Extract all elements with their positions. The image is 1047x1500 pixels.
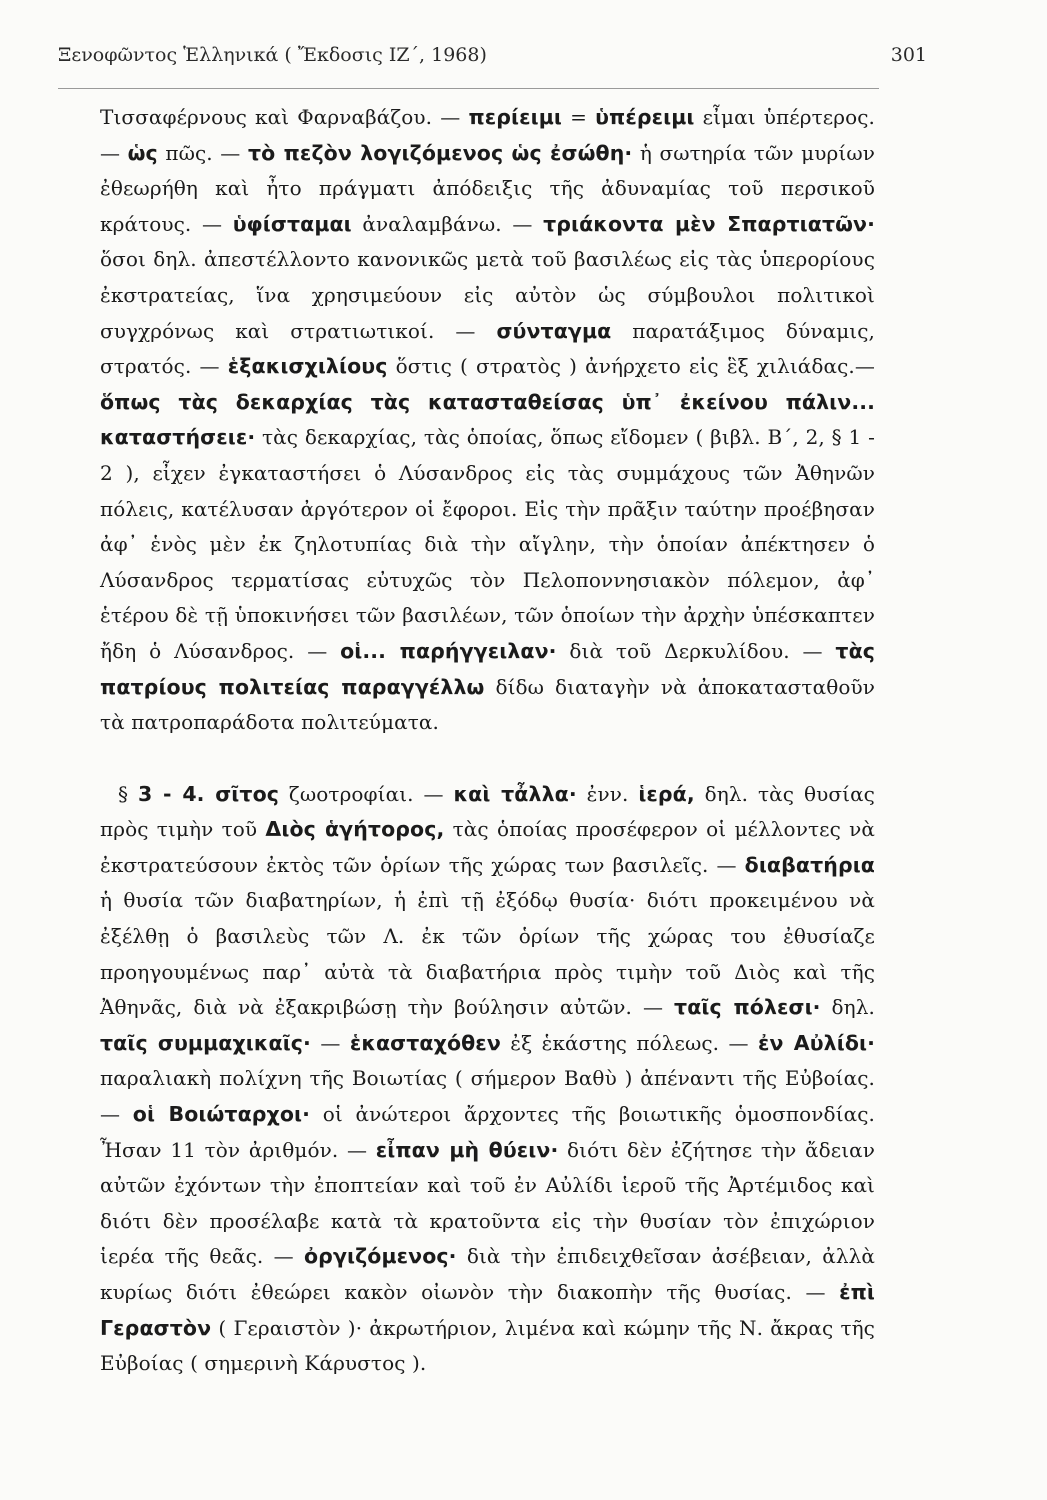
lemma-headword: ἐπὶ Γεραστὸν: [100, 1280, 875, 1340]
gloss-text: ἐξ ἑκάστης πόλεως. —: [500, 1030, 759, 1055]
gloss-text: δηλ.: [820, 995, 875, 1020]
paragraph-2: [100, 777, 875, 1382]
lemma-headword: ἑκασταχόθεν: [349, 1030, 501, 1055]
page-number: 301: [890, 44, 927, 66]
gloss-text: τὰς ὁποίας προσέφερον οἱ μέλλοντες νὰ ἐκστρατεύσουν ἐκτὸς τῶν ὁρίων τῆς χώρας των βασιλεῖς. —: [100, 817, 875, 877]
gloss-text: ἡ σωτηρία τῶν μυρίων ἐθεωρήθη καὶ ἦτο πράγματι ἀπόδειξις τῆς ἀδυναμίας τοῦ περσικοῦ κράτους. —: [100, 140, 875, 236]
lemma-headword: τὸ πεζὸν λογιζόμενος ὡς ἐσώθη·: [247, 140, 633, 165]
commentary-body: [100, 100, 875, 1382]
paragraph-1: [100, 100, 875, 741]
lemma-headword: εἶπαν μὴ θύειν·: [375, 1137, 559, 1162]
lemma-headword: τριάκοντα μὲν Σπαρτιατῶν·: [543, 211, 875, 236]
lemma-headword: ὡς: [127, 140, 158, 165]
lemma-headword: διαβατήρια: [744, 852, 875, 877]
lemma-headword: οἱ Βοιώταρχοι·: [132, 1102, 311, 1127]
gloss-text: οἱ ἀνώτεροι ἄρχοντες τῆς βοιωτικῆς ὁμοσπονδίας. Ἦσαν 11 τὸν ἀριθμόν. —: [100, 1102, 876, 1162]
lemma-headword: τὰς πατρίους πολιτείας παραγγέλλω: [100, 638, 876, 699]
running-title: Ξενοφῶντος Ἑλληνικά ( Ἔκδοσις ΙΖ΄, 1968): [58, 44, 487, 66]
lemma-headword: ὅπως τὰς δεκαρχίας τὰς κατασταθείσας ὑπ᾽ ἐκείνου πάλιν... καταστήσειε·: [100, 389, 875, 450]
gloss-text: εἶμαι ὑπέρτερος. —: [100, 105, 875, 165]
lemma-headword: 3 - 4. σῖτος: [138, 781, 280, 806]
lemma-headword: περίειμι: [468, 105, 563, 129]
lemma-headword: ἱερά,: [638, 781, 695, 806]
gloss-text: ἡ θυσία τῶν διαβατηρίων, ἡ ἐπὶ τῇ ἐξόδῳ θυσία· διότι προκειμένου νὰ ἐξέλθῃ ὁ βασιλεὺς τῶν Λ. ἐκ τῶν ὁρίων τῆς χώρας του ἐθυσίαζε προηγουμένως παρ᾽ αὐτὰ τὰ διαβατήρια πρὸς τιμὴν τοῦ Διὸς καὶ τῆς Ἀθηνᾶς, διὰ νὰ ἐξακριβώσῃ τὴν βούλησιν αὐτῶν. —: [100, 888, 875, 1020]
lemma-headword: Διὸς ἁγήτορος,: [265, 817, 445, 842]
gloss-text: ζωοτροφίαι. —: [279, 781, 454, 806]
gloss-text: πῶς. —: [157, 140, 248, 165]
gloss-text: διότι δὲν ἐζήτησε τὴν ἄδειαν αὐτῶν ἐχόντων τὴν ἐποπτείαν καὶ τοῦ ἐν Αὐλίδι ἱεροῦ τῆς Ἀρτέμιδος καὶ διότι δὲν προσέλαβε κατὰ τὰ κρατοῦντα εἰς τὴν θυσίαν τὸν ἐπιχώριον ἱερέα τῆς θεᾶς. —: [100, 1137, 875, 1269]
gloss-text: =: [562, 105, 596, 129]
lemma-headword: ὑφίσταμαι: [232, 211, 352, 236]
gloss-text: διὰ τὴν ἐπιδειχθεῖσαν ἀσέβειαν, ἀλλὰ κυρίως διότι ἐθεώρει κακὸν οἰωνὸν τὴν διακοπὴν τῆς θυσίας. —: [100, 1244, 875, 1304]
gloss-text: Τισσαφέρνους καὶ Φαρναβάζου. —: [100, 105, 469, 129]
gloss-text: δίδω διαταγὴν νὰ ἀποκατασταθοῦν τὰ πατροπαράδοτα πολιτεύματα.: [100, 674, 875, 735]
lemma-headword: ἑξακισχιλίους: [227, 354, 388, 379]
lemma-headword: οἱ... παρήγγειλαν·: [340, 638, 557, 663]
gloss-text: —: [310, 1030, 350, 1055]
header-rule: [58, 88, 879, 89]
gloss-text: παρατάξιμος δύναμις, στρατός. —: [100, 318, 875, 379]
lemma-headword: ὑπέρειμι: [595, 105, 695, 129]
gloss-text: ἐνν.: [576, 781, 639, 806]
gloss-text: ὅσοι δηλ. ἀπεστέλλοντο κανονικῶς μετὰ τοῦ βασιλέως εἰς τὰς ὑπερορίους ἐκστρατείας, ἵνα χρησιμεύουν εἰς αὐτὸν ὡς σύμβουλοι πολιτικοὶ συγχρόνως καὶ στρατιωτικοί. —: [100, 247, 875, 343]
gloss-text: δηλ. τὰς θυσίας πρὸς τιμὴν τοῦ: [100, 781, 875, 842]
gloss-text: §: [118, 781, 138, 806]
gloss-text: ( Γεραιστὸν )· ἀκρωτήριον, λιμένα καὶ κώμην τῆς Ν. ἄκρας τῆς Εὐβοίας ( σημερινὴ Κάρυστος ).: [100, 1315, 875, 1376]
lemma-headword: ἐν Αὐλίδι·: [758, 1030, 876, 1055]
lemma-headword: καὶ τἆλλα·: [453, 781, 577, 806]
lemma-headword: ταῖς συμμαχικαῖς·: [100, 1030, 311, 1055]
lemma-headword: ταῖς πόλεσι·: [674, 995, 821, 1020]
running-head: [58, 44, 927, 66]
gloss-text: ἀναλαμβάνω. —: [351, 211, 544, 236]
gloss-text: παραλιακὴ πολίχνη τῆς Βοιωτίας ( σήμερον Βαθὺ ) ἀπέναντι τῆς Εὐβοίας. —: [100, 1066, 875, 1127]
gloss-text: ὅστις ( στρατὸς ) ἀνήρχετο εἰς ἓξ χιλιάδας.—: [387, 354, 875, 379]
gloss-text: διὰ τοῦ Δερκυλίδου. —: [556, 638, 836, 663]
lemma-headword: ὀργιζόμενος·: [303, 1244, 457, 1269]
gloss-text: τὰς δεκαρχίας, τὰς ὁποίας, ὅπως εἴδομεν ( βιβλ. Β΄, 2, § 1 - 2 ), εἶχεν ἐγκαταστήσει ὁ Λύσανδρος εἰς τὰς συμμάχους τῶν Ἀθηνῶν πόλεις, κατέλυσαν ἀργότερον οἱ ἔφοροι. Εἰς τὴν πρᾶξιν ταύτην προέβησαν ἀφ᾽ ἑνὸς μὲν ἐκ ζηλοτυπίας διὰ τὴν αἴγλην, τὴν ὁποίαν ἀπέκτησεν ὁ Λύσανδρος τερματίσας εὐτυχῶς τὸν Πελοποννησιακὸν πόλεμον, ἀφ᾽ ἑτέρου δὲ τῇ ὑποκινήσει τῶν βασιλέων, τῶν ὁποίων τὴν ἀρχὴν ὑπέσκαπτεν ἤδη ὁ Λύσανδρος. —: [100, 425, 875, 663]
lemma-headword: σύνταγμα: [496, 318, 612, 343]
